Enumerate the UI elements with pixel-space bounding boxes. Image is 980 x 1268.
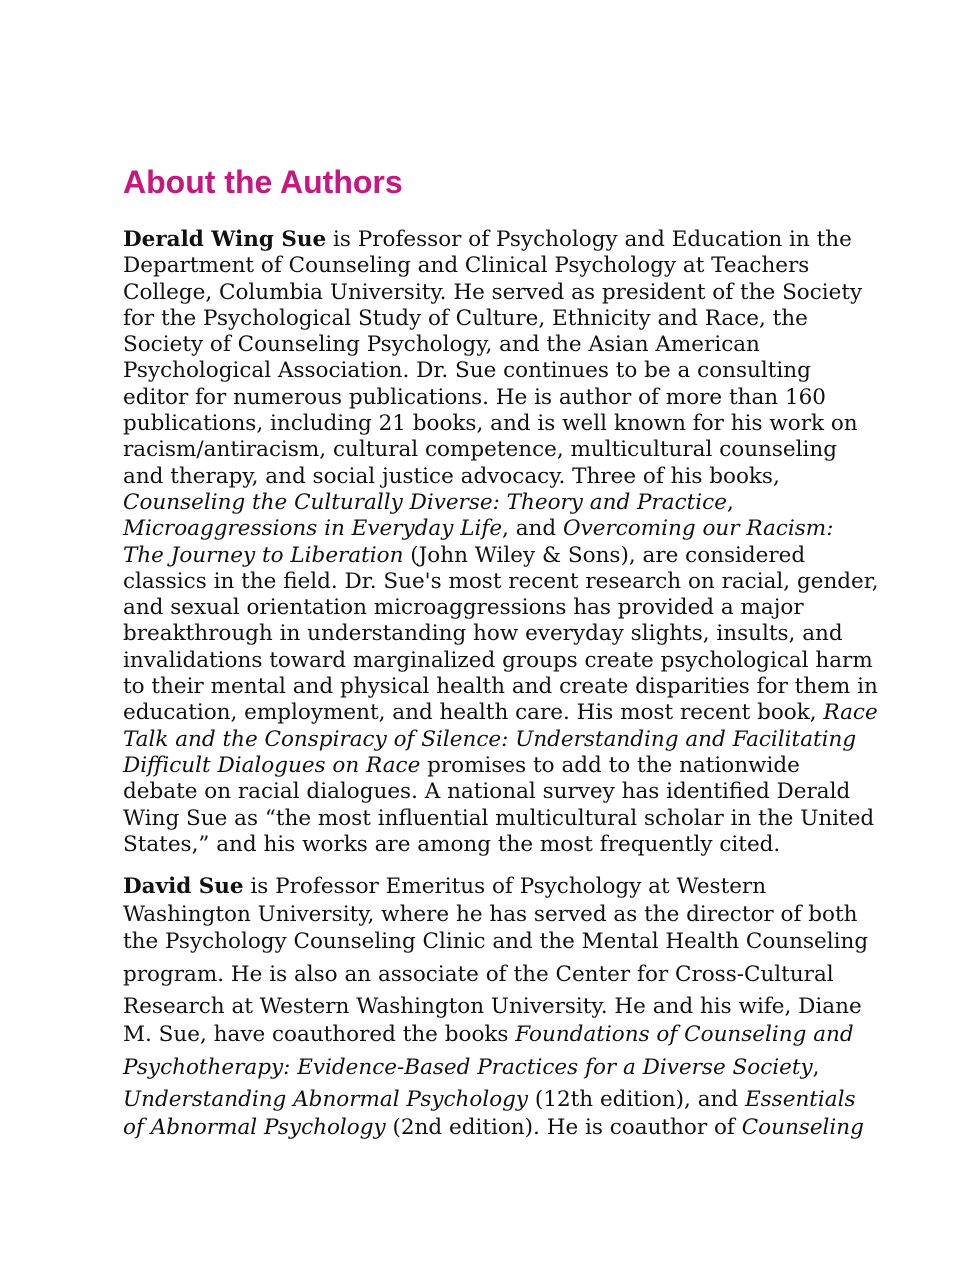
text-run: promises to add to the nationwide — [420, 752, 800, 778]
text-line: States,” and his works are among the most frequently cited. — [123, 831, 781, 857]
text-run: education, employment, and health care. His most recent book, — [123, 700, 824, 726]
text-run: (John Wiley & Sons), are considered — [403, 542, 806, 568]
text-run: , — [812, 1054, 820, 1080]
book-title: Foundations of Counseling and — [515, 1021, 854, 1047]
text-line — [123, 543, 858, 569]
book-title: Microaggressions in Everyday Life — [123, 516, 503, 542]
text-run: , and — [502, 516, 563, 542]
text-line: and sexual orientation microaggressions has provided a major — [123, 595, 804, 621]
text-line: Wing Sue as “the most influential multicultural scholar in the United — [123, 805, 875, 831]
author-name: David Sue — [123, 874, 244, 899]
text-line: classics in the field. Dr. Sue's most recent research on racial, gender, — [123, 568, 879, 594]
bio-david-sue — [123, 873, 869, 1141]
author-name: Derald Wing Sue — [123, 227, 327, 252]
text-run: (2nd edition). He is coauthor of — [385, 1114, 742, 1140]
text-line — [123, 753, 858, 779]
text-line: Washington University, where he has served as the director of both — [123, 901, 858, 927]
book-title: Understanding Abnormal Psychology — [123, 1087, 529, 1113]
text-line: invalidations toward marginalized groups create psychological harm — [123, 647, 873, 673]
text-line — [123, 700, 878, 726]
book-title: Difficult Dialogues on Race — [123, 752, 421, 778]
book-title: Overcoming our Racism: — [562, 516, 834, 542]
text-run: is Professor of Psychology and Education in the — [326, 227, 852, 252]
text-line — [123, 727, 858, 753]
text-line: the Psychology Counseling Clinic and the Mental Health Counseling — [123, 929, 869, 955]
book-title: Race — [823, 700, 878, 726]
text-line: College, Columbia University. He served as president of the Society — [123, 279, 863, 305]
text-line: debate on racial dialogues. A national survey has identified Derald — [123, 779, 851, 805]
text-line: to their mental and physical health and create disparities for them in — [123, 674, 878, 700]
text-line — [123, 1021, 858, 1049]
book-title: The Journey to Liberation — [123, 542, 404, 568]
text-line — [123, 1114, 864, 1142]
page-title: About the Authors — [123, 164, 403, 200]
text-line: Research at Western Washington University. He and his wife, Diane — [123, 994, 862, 1020]
text-line — [123, 1086, 858, 1114]
book-title: of Abnormal Psychology — [123, 1114, 386, 1140]
text-line: for the Psychological Study of Culture, Ethnicity and Race, the — [123, 305, 808, 331]
text-run: , — [726, 489, 734, 515]
text-line: racism/antiracism, cultural competence, multicultural counseling — [123, 437, 838, 463]
book-title: Counseling the Culturally Diverse: Theory and Practice — [123, 489, 727, 515]
book-title: Counseling — [741, 1114, 864, 1140]
text-line: program. He is also an associate of the Center for Cross-Cultural — [123, 961, 834, 987]
text-line: Society of Counseling Psychology, and the Asian American — [123, 332, 760, 358]
book-title: Essentials — [744, 1087, 856, 1113]
text-line — [123, 490, 858, 516]
book-title: Psychotherapy: Evidence-Based Practices for a Diverse Society — [123, 1054, 813, 1080]
text-line — [123, 1054, 858, 1082]
text-line: and therapy, and social justice advocacy. Three of his books, — [123, 463, 780, 489]
text-line: publications, including 21 books, and is well known for his work on — [123, 411, 858, 437]
text-line — [123, 873, 858, 901]
text-line: breakthrough in understanding how everyday slights, insults, and — [123, 621, 843, 647]
text-line: Psychological Association. Dr. Sue continues to be a consulting — [123, 358, 811, 384]
text-run: is Professor Emeritus of Psychology at Western — [243, 874, 767, 899]
text-line — [123, 516, 858, 542]
book-title: Talk and the Conspiracy of Silence: Understanding and Facilitating — [123, 726, 857, 752]
text-line: editor for numerous publications. He is author of more than 160 — [123, 384, 826, 410]
text-run: (12th edition), and — [528, 1087, 745, 1113]
text-line — [123, 227, 858, 253]
text-run: M. Sue, have coauthored the books — [123, 1021, 516, 1047]
bio-derald-wing-sue — [123, 227, 879, 858]
text-line: Department of Counseling and Clinical Psychology at Teachers — [123, 253, 810, 279]
